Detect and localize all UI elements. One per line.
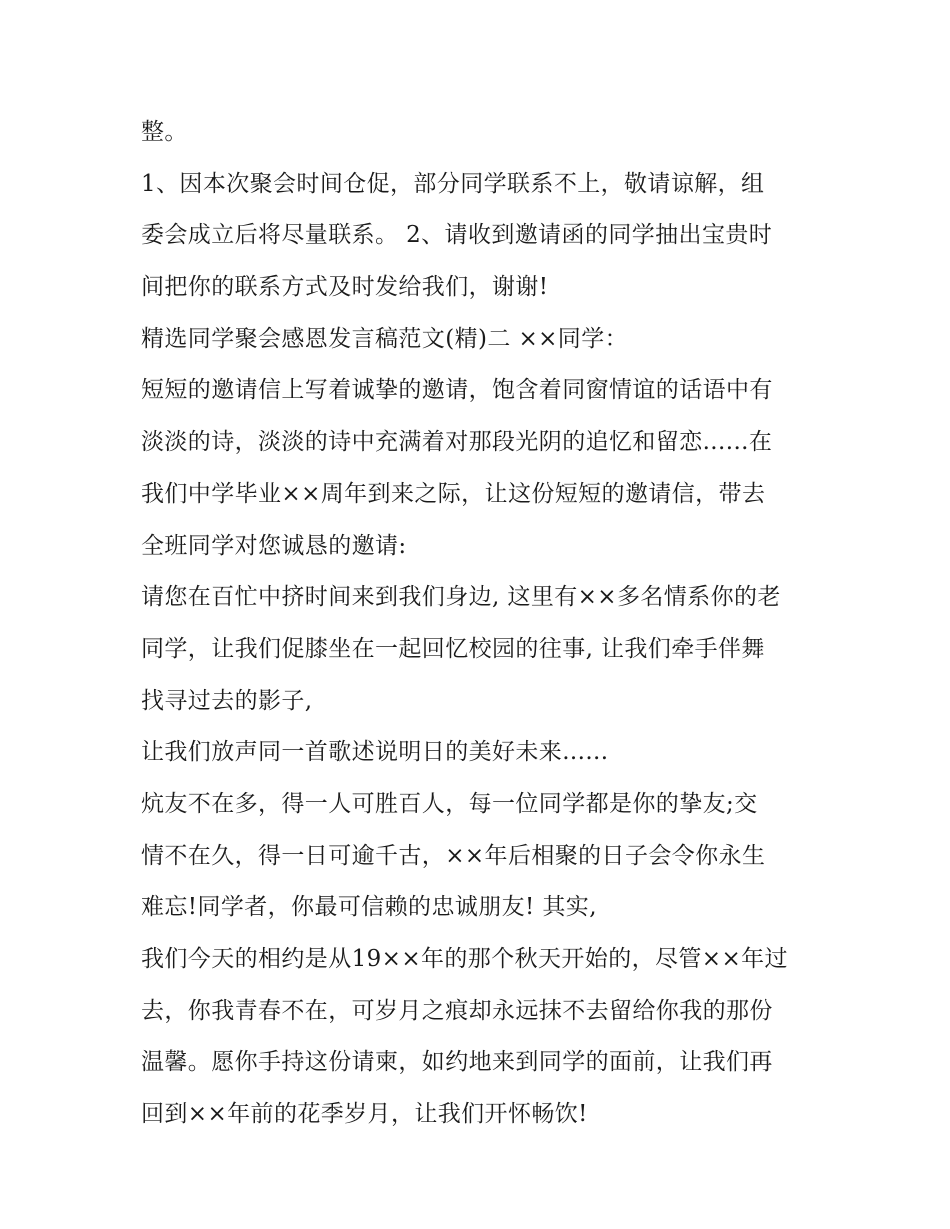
text-line: 短短的邀请信上写着诚挚的邀请，饱含着同窗情谊的话语中有 xyxy=(141,377,773,404)
text-line: 我们中学毕业××周年到来之际，让这份短短的邀请信，带去 xyxy=(141,480,766,507)
text-line: 找寻过去的影子, xyxy=(141,687,313,714)
text-line: 全班同学对您诚恳的邀请: xyxy=(141,532,407,559)
section-heading: 精选同学聚会感恩发言稿范文(精)二 ××同学： xyxy=(141,325,629,352)
text-line: 炕友不在多，得一人可胜百人，每一位同学都是你的挚友;交 xyxy=(141,790,758,817)
text-line: 难忘!同学者，你最可信赖的忠诚朋友! 其实, xyxy=(141,894,597,921)
text-line: 整。 xyxy=(141,119,188,145)
text-line: 让我们放声同一首歌述说明日的美好未来...... xyxy=(141,739,609,766)
document-body xyxy=(141,107,821,1141)
text-line: 回到××年前的花季岁月，让我们开怀畅饮! xyxy=(141,1101,588,1128)
text-line: 间把你的联系方式及时发给我们，谢谢! xyxy=(141,274,549,301)
text-line: 请您在百忙中挤时间来到我们身边, 这里有××多名情系你的老 xyxy=(141,584,781,611)
text-line: 去，你我青春不在，可岁月之痕却永远抹不去留给你我的那份 xyxy=(141,997,773,1024)
text-line: 我们今天的相约是从19××年的那个秋天开始的，尽管××年过 xyxy=(141,946,788,972)
text-line: 情不在久，得一日可逾千古，××年后相聚的日子会令你永生 xyxy=(141,842,766,869)
text-line: 温馨。愿你手持这份请柬，如约地来到同学的面前，让我们再 xyxy=(141,1049,773,1076)
text-line: 同学，让我们促膝坐在一起回忆校园的往事, 让我们牵手伴舞 xyxy=(141,635,765,662)
text-line: 委会成立后将尽量联系。 2、请收到邀请函的同学抽出宝贵时 xyxy=(141,222,773,249)
text-line: 1、因本次聚会时间仓促，部分同学联系不上，敬请谅解，组 xyxy=(141,170,765,197)
text-line: 淡淡的诗，淡淡的诗中充满着对那段光阴的追忆和留恋......在 xyxy=(141,429,773,456)
